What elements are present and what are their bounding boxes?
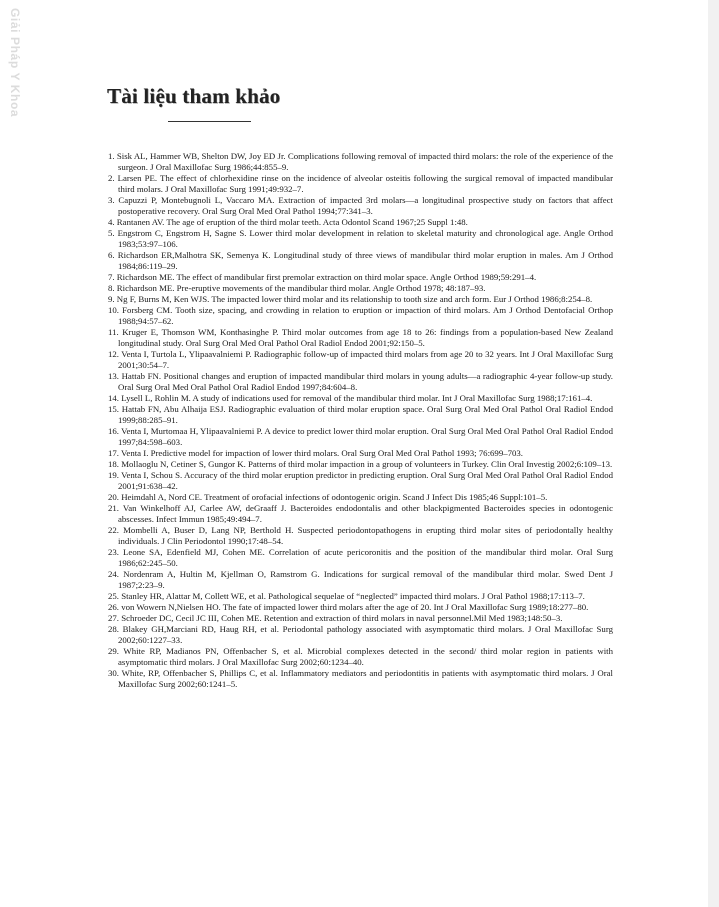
reference-item: 30. White, RP, Offenbacher S, Phillips C, et al. Inflammatory mediators and periodontitis in patients with asymptomatic third molars. J Oral Maxillofac Surg 2002;60:1241–5. — [108, 668, 613, 689]
reference-item: 18. Mollaoglu N, Cetiner S, Gungor K. Patterns of third molar impaction in a group of volunteers in Turkey. Clin Oral Investig 2002;6:109–13. — [108, 459, 613, 469]
reference-item: 29. White RP, Madianos PN, Offenbacher S, et al. Microbial complexes detected in the second/ third molar region in patients with asymptomatic third molars. J Oral Maxillofac Surg 2002;60:1234–40. — [108, 646, 613, 667]
reference-list — [108, 151, 613, 690]
reference-item: 22. Mombelli A, Buser D, Lang NP, Berthold H. Suspected periodontopathogens in erupting third molar sites of periodontally healthy individuals. J Clin Periodontol 1990;17:48–54. — [108, 525, 613, 546]
reference-item: 27. Schroeder DC, Cecil JC III, Cohen ME. Retention and extraction of third molars in naval personnel.Mil Med 1983;148:50–3. — [108, 613, 563, 623]
title-underline — [168, 121, 251, 122]
reference-item: 17. Venta I. Predictive model for impaction of lower third molars. Oral Surg Oral Med Oral Pathol 1993; 76:699–703. — [108, 448, 524, 458]
reference-item: 9. Ng F, Burns M, Ken WJS. The impacted lower third molar and its relationship to tooth size and arch form. Eur J Orthod 1986;8:254–8. — [108, 294, 593, 304]
watermark: Giải Pháp Y Khoa — [8, 8, 22, 118]
vertical-scrollbar[interactable] — [708, 0, 719, 907]
reference-item: 12. Venta I, Turtola L, Ylipaavalniemi P. Radiographic follow-up of impacted third molars from age 20 to 32 years. Int J Oral Maxillofac Surg 2001;30:54–7. — [108, 349, 613, 370]
reference-item: 3. Capuzzi P, Montebugnoli L, Vaccaro MA. Extraction of impacted 3rd molars—a longitudinal prospective study on factors that affect postoperative recovery. Oral Surg Oral Med Oral Pathol 1994;77:341–3. — [108, 195, 613, 216]
reference-item: 16. Venta I, Murtomaa H, Ylipaavalniemi P. A device to predict lower third molar eruption. Oral Surg Oral Med Oral Pathol Oral Radiol Endod 1997;84:598–603. — [108, 426, 613, 447]
reference-item: 28. Blakey GH,Marciani RD, Haug RH, et al. Periodontal pathology associated with asymptomatic third molars. J Oral Maxillofac Surg 2002;60:1227–33. — [108, 624, 613, 645]
reference-item: 10. Forsberg CM. Tooth size, spacing, and crowding in relation to eruption or impaction of third molars. Am J Orthod Dentofacial Orthop 1988;94:57–62. — [108, 305, 613, 326]
reference-item: 24. Nordenram A, Hultin M, Kjellman O, Ramstrom G. Indications for surgical removal of the mandibular third molar. Swed Dent J 1987;2:23–9. — [108, 569, 613, 590]
reference-item: 14. Lysell L, Rohlin M. A study of indications used for removal of the mandibular third molar. Int J Oral Maxillofac Surg 1988;17:161–4. — [108, 393, 593, 403]
reference-item: 2. Larsen PE. The effect of chlorhexidine rinse on the incidence of alveolar osteitis following the surgical removal of impacted mandibular third molars. J Oral Maxillofac Surg 1991;49:932–7. — [108, 173, 613, 194]
reference-item: 20. Heimdahl A, Nord CE. Treatment of orofacial infections of odontogenic origin. Scand J Infect Dis 1985;46 Suppl:101–5. — [108, 492, 548, 502]
reference-item: 26. von Wowern N,Nielsen HO. The fate of impacted lower third molars after the age of 20. Int J Oral Maxillofac Surg 1989;18:277–80. — [108, 602, 589, 612]
reference-item: 8. Richardson ME. Pre-eruptive movements of the mandibular third molar. Angle Orthod 1978; 48:187–93. — [108, 283, 486, 293]
reference-item: 5. Engstrom C, Engstrom H, Sagne S. Lower third molar development in relation to skeletal maturity and chronological age. Angle Orthod 1983;53:97–106. — [108, 228, 613, 249]
reference-item: 11. Kruger E, Thomson WM, Konthasinghe P. Third molar outcomes from age 18 to 26: findings from a population-based New Zealand longitudinal study. Oral Surg Oral Med Oral Pathol Oral Radiol Endod 2001;92:150–5. — [108, 327, 613, 348]
reference-item: 19. Venta I, Schou S. Accuracy of the third molar eruption predictor in predicting eruption. Oral Surg Oral Med Oral Pathol Oral Radiol Endod 2001;91:638–42. — [108, 470, 613, 491]
reference-item: 21. Van Winkelhoff AJ, Carlee AW, deGraaff J. Bacteroides endodontalis and other blackpigmented Bacteroides species in odontogenic abscesses. Infect Immun 1985;49:494–7. — [108, 503, 613, 524]
reference-item: 13. Hattab FN. Positional changes and eruption of impacted mandibular third molars in young adults—a radiographic 4-year follow-up study. Oral Surg Oral Med Oral Pathol Oral Radiol Endod 1997;84:604–8. — [108, 371, 613, 392]
reference-item: 23. Leone SA, Edenfield MJ, Cohen ME. Correlation of acute pericoronitis and the position of the mandibular third molar. Oral Surg 1986;62:245–50. — [108, 547, 613, 568]
reference-item: 1. Sisk AL, Hammer WB, Shelton DW, Joy ED Jr. Complications following removal of impacted third molars: the role of the experience of the surgeon. J Oral Maxillofac Surg 1986;44:855–9. — [108, 151, 613, 172]
reference-item: 6. Richardson ER,Malhotra SK, Semenya K. Longitudinal study of three views of mandibular third molar eruption in males. Am J Orthod 1984;86:119–29. — [108, 250, 613, 271]
reference-item: 4. Rantanen AV. The age of eruption of the third molar teeth. Acta Odontol Scand 1967;25 Suppl 1:48. — [108, 217, 468, 227]
page-title: Tài liệu tham khảo — [107, 84, 281, 108]
reference-item: 25. Stanley HR, Alattar M, Collett WE, et al. Pathological sequelae of “neglected” impacted third molars. J Oral Pathol 1988;17:113–7. — [108, 591, 585, 601]
reference-item: 7. Richardson ME. The effect of mandibular first premolar extraction on third molar space. Angle Orthod 1989;59:291–4. — [108, 272, 537, 282]
reference-item: 15. Hattab FN, Abu Alhaija ESJ. Radiographic evaluation of third molar eruption space. Oral Surg Oral Med Oral Pathol Oral Radiol Endod 1999;88:285–91. — [108, 404, 613, 425]
